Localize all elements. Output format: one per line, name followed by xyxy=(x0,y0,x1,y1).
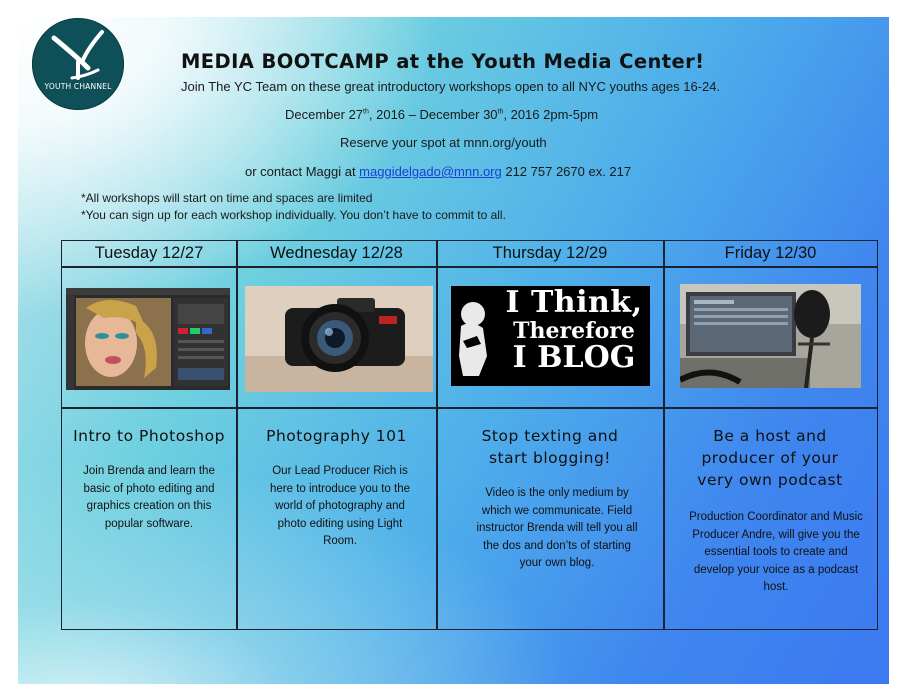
blog-image-line-1: I Think, xyxy=(505,286,643,320)
email-link[interactable]: maggidelgado@mnn.org xyxy=(359,164,502,179)
blog-image xyxy=(451,286,650,386)
workshop-desc-photography: Our Lead Producer Rich is here to introduce you to the world of photography and photo editing using Light Room. xyxy=(269,465,410,547)
logo-label: YOUTH CHANNEL xyxy=(44,82,112,91)
flyer xyxy=(18,17,889,684)
workshop-schedule-table xyxy=(61,240,878,630)
reserve-text: Reserve your spot at mnn.org/youth xyxy=(340,135,547,150)
logo-mark-icon xyxy=(32,18,124,110)
workshop-desc-photoshop: Join Brenda and learn the basic of photo editing and graphics creation on this popular software. xyxy=(83,465,215,530)
blog-image-line-2: Therefore xyxy=(513,318,635,344)
day-wednesday: Wednesday 12/28 xyxy=(270,244,403,262)
photoshop-image xyxy=(66,288,230,390)
workshop-title-photoshop: Intro to Photoshop xyxy=(73,427,225,445)
day-friday: Friday 12/30 xyxy=(724,244,817,262)
contact-text: or contact Maggi at maggidelgado@mnn.org 212 757 2670 ex. 217 xyxy=(245,164,632,179)
youth-channel-logo xyxy=(32,18,124,110)
note-signup: *You can sign up for each workshop individually. You don’t have to commit to all. xyxy=(81,208,506,222)
podcast-image xyxy=(680,284,861,388)
day-thursday: Thursday 12/29 xyxy=(492,244,608,262)
workshop-title-blogging: Stop texting and start blogging! xyxy=(481,427,619,467)
workshop-desc-blogging: Video is the only medium by which we communicate. Field instructor Brenda will tell you all the dos and don’ts of starting your own blog. xyxy=(476,487,638,569)
workshop-desc-podcast: Production Coordinator and Music Producer Andre, will give you the essential tools to create and develop your voice as a podcast host. xyxy=(689,511,863,593)
workshop-title-podcast: Be a host and producer of your very own podcast xyxy=(697,427,843,489)
blog-image-line-3: I BLOG xyxy=(512,340,636,375)
camera-image xyxy=(245,286,433,392)
page-title: MEDIA BOOTCAMP at the Youth Media Center! xyxy=(181,50,705,73)
workshop-title-photography: Photography 101 xyxy=(266,427,407,445)
note-limited: *All workshops will start on time and spaces are limited xyxy=(81,191,373,205)
intro-text: Join The YC Team on these great introductory workshops open to all NYC youths ages 16-24. xyxy=(181,79,721,94)
dates-text: December 27th, 2016 – December 30th, 2016 2pm-5pm xyxy=(285,107,599,122)
day-tuesday: Tuesday 12/27 xyxy=(94,244,204,262)
